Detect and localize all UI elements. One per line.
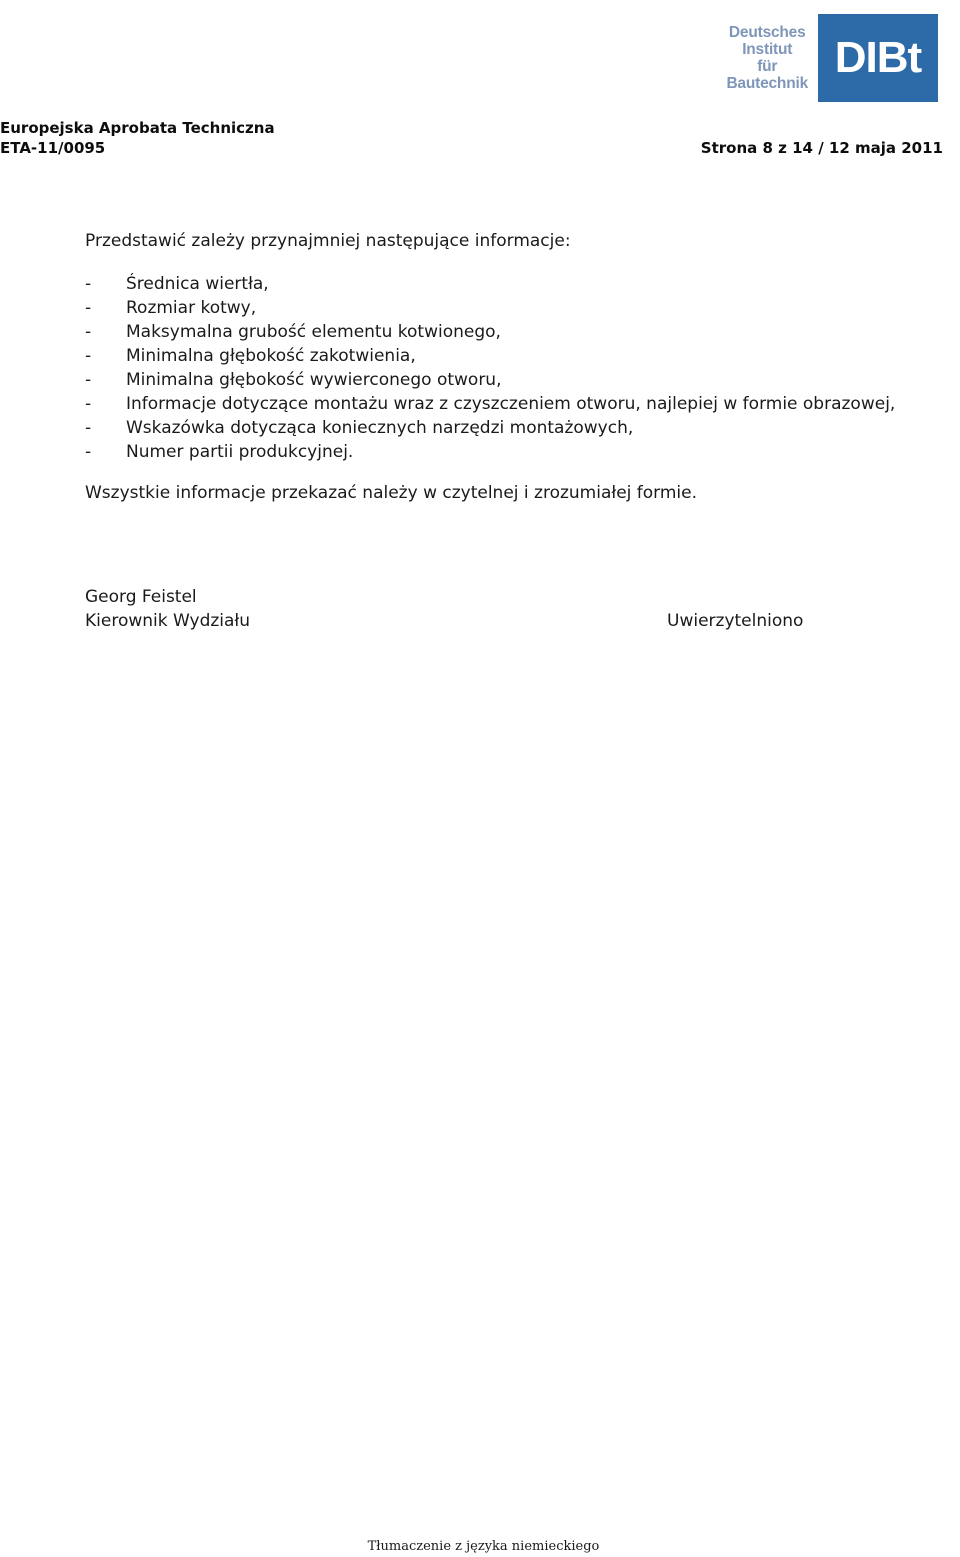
document-number: ETA-11/0095 — [0, 139, 106, 157]
list-item — [85, 320, 925, 344]
list-dash: - — [85, 370, 92, 390]
list-dash: - — [85, 274, 92, 294]
list-item — [85, 440, 925, 464]
closing-text: Wszystkie informacje przekazać należy w czytelnej i zrozumiałej formie. — [85, 483, 698, 503]
list-dash: - — [85, 418, 92, 438]
list-item-text: Minimalna głębokość wywierconego otworu, — [126, 370, 502, 390]
translation-footer: Tłumaczenie z języka niemieckiego — [367, 1539, 600, 1554]
list-dash: - — [85, 346, 92, 366]
logo-line: Institut — [742, 41, 793, 58]
list-item-text: Średnica wiertła, — [126, 274, 269, 294]
list-item — [85, 344, 925, 368]
list-dash: - — [85, 322, 92, 342]
document-header — [0, 118, 275, 158]
list-item — [85, 272, 925, 296]
logo-line: für — [757, 58, 778, 75]
list-item-text: Rozmiar kotwy, — [126, 298, 257, 318]
list-item-text: Maksymalna grubość elementu kotwionego, — [126, 322, 501, 342]
dibt-logo — [726, 14, 938, 102]
list-item-text: Wskazówka dotycząca koniecznych narzędzi montażowych, — [126, 418, 634, 438]
list-dash: - — [85, 298, 92, 318]
list-dash: - — [85, 442, 92, 462]
signatory-name: Georg Feistel — [85, 587, 197, 607]
signatory-title: Kierownik Wydziału — [85, 611, 251, 631]
certification-note: Uwierzytelniono — [667, 611, 804, 631]
document-type: Europejska Aprobata Techniczna — [0, 119, 275, 137]
list-item-text: Minimalna głębokość zakotwienia, — [126, 346, 416, 366]
list-item-text: Informacje dotyczące montażu wraz z czyszczeniem otworu, najlepiej w formie obrazowej, — [126, 394, 896, 414]
page-info: Strona 8 z 14 / 12 maja 2011 — [700, 139, 943, 157]
logo-mark: DIBt — [818, 14, 938, 102]
logo-line: Deutsches — [728, 24, 806, 41]
list-item — [85, 392, 925, 416]
list-dash: - — [85, 394, 92, 414]
signature-block — [85, 585, 250, 633]
requirements-list — [85, 272, 925, 464]
list-item — [85, 416, 925, 440]
list-item-text: Numer partii produkcyjnej. — [126, 442, 354, 462]
logo-line: Bautechnik — [726, 75, 808, 92]
intro-text: Przedstawić zależy przynajmniej następujące informacje: — [85, 231, 571, 251]
list-item — [85, 296, 925, 320]
logo-institute-name — [726, 14, 818, 102]
list-item — [85, 368, 925, 392]
document-body — [85, 229, 925, 505]
